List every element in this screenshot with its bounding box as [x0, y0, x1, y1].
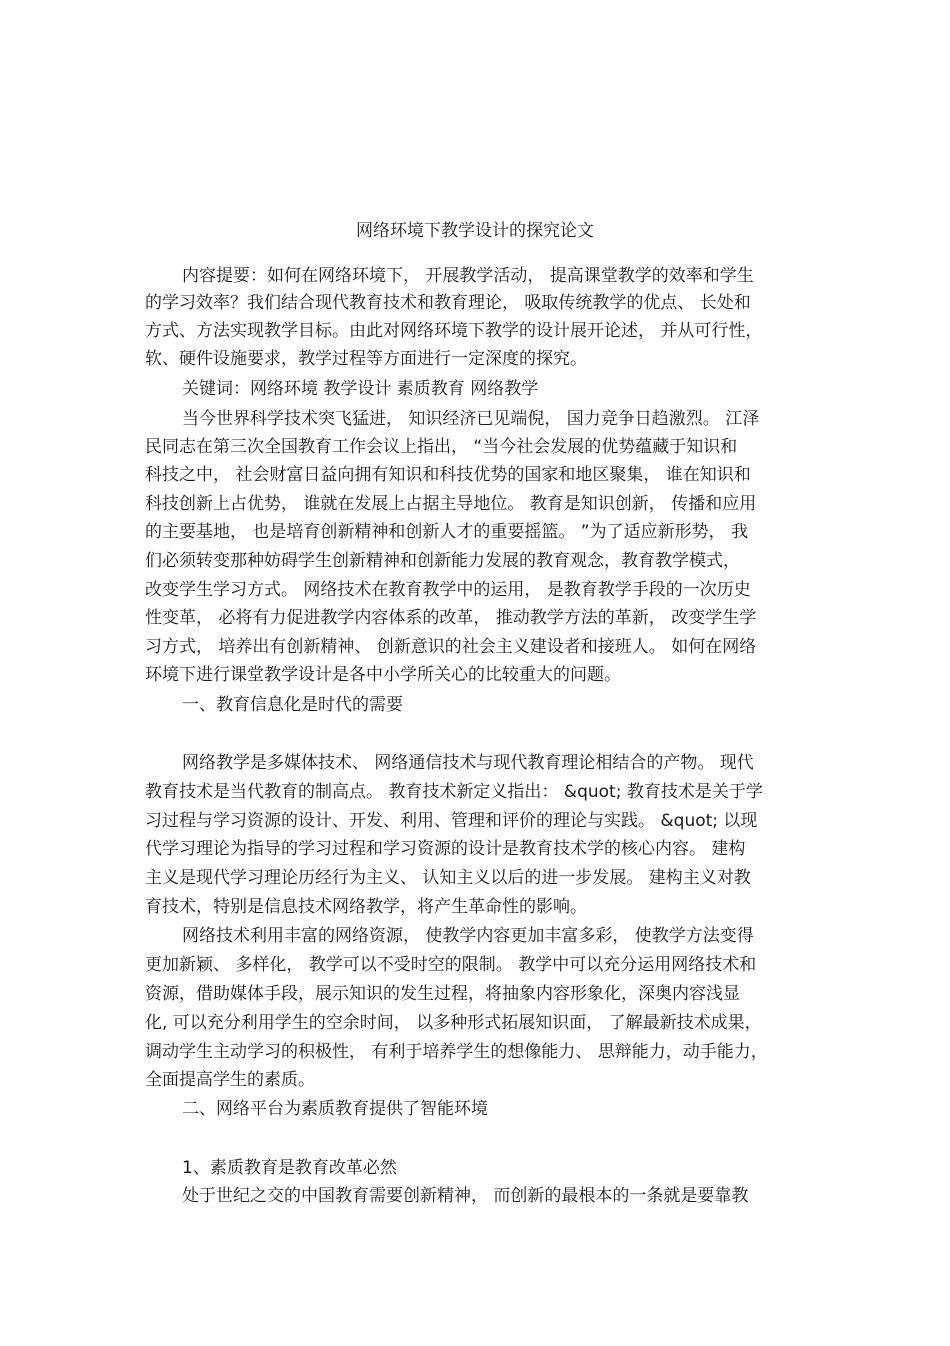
body-line: 育技术，特别是信息技术网络教学，将产生革命性的影响。	[145, 897, 587, 917]
body-line: 当今世界科学技术突飞猛进， 知识经济已见端倪， 国力竞争日趋激烈。 江泽	[182, 409, 760, 429]
body-line: 主义是现代学习理论历经行为主义、 认知主义以后的进一步发展。 建构主义对教	[145, 868, 751, 888]
body-line: 改变学生学习方式。 网络技术在教育教学中的运用， 是教育教学手段的一次历史	[145, 580, 751, 600]
body-line: 网络技术利用丰富的网络资源， 使教学内容更加丰富多彩， 使教学方法变得	[182, 926, 754, 946]
body-line: 环境下进行课堂教学设计是各中小学所关心的比较重大的问题。	[145, 665, 621, 685]
abstract-line: 内容提要：如何在网络环境下， 开展教学活动， 提高课堂教学的效率和学生	[182, 266, 754, 286]
keywords-line: 关键词：网络环境 教学设计 素质教育 网络教学	[182, 379, 539, 399]
abstract-line: 软、硬件设施要求，教学过程等方面进行一定深度的探究。	[145, 349, 587, 369]
body-line: 习过程与学习资源的设计、开发、利用、管理和评价的理论与实践。 &quot; 以现	[145, 811, 758, 831]
body-line: 网络教学是多媒体技术、 网络通信技术与现代教育理论相结合的产物。 现代	[182, 753, 754, 773]
body-line: 习方式， 培养出有创新精神、 创新意识的社会主义建设者和接班人。 如何在网络	[145, 637, 757, 657]
abstract-line: 的学习效率？我们结合现代教育技术和教育理论， 吸取传统教学的优点、 长处和	[145, 293, 751, 313]
document-title: 网络环境下教学设计的探究论文	[356, 221, 594, 241]
body-line: 科技之中， 社会财富日益向拥有知识和科技优势的国家和地区聚集， 谁在知识和	[145, 465, 751, 485]
body-line: 资源，借助媒体手段，展示知识的发生过程，将抽象内容形象化，深奥内容浅显	[145, 984, 740, 1004]
subsection-heading: 1、素质教育是教育改革必然	[182, 1158, 397, 1178]
body-line: 更加新颖、 多样化， 教学可以不受时空的限制。 教学中可以充分运用网络技术和	[145, 955, 757, 975]
body-line: 调动学生主动学习的积极性， 有利于培养学生的想像能力、 思辩能力，动手能力，	[145, 1042, 768, 1062]
section-heading: 一、教育信息化是时代的需要	[182, 695, 403, 715]
body-line: 全面提高学生的素质。	[145, 1070, 315, 1090]
abstract-line: 方式、方法实现教学目标。由此对网络环境下教学的设计展开论述， 并从可行性，	[145, 321, 763, 341]
body-line: 的主要基地， 也是培育创新精神和创新人才的重要摇篮。 ”为了适应新形势， 我	[145, 522, 749, 542]
body-line: 处于世纪之交的中国教育需要创新精神， 而创新的最根本的一条就是要靠教	[182, 1186, 749, 1206]
body-line: 性变革， 必将有力促进教学内容体系的改革， 推动教学方法的革新， 改变学生学	[145, 608, 757, 628]
body-line: 代学习理论为指导的学习过程和学习资源的设计是教育技术学的核心内容。 建构	[145, 839, 746, 859]
body-line: 科技创新上占优势， 谁就在发展上占据主导地位。 教育是知识创新， 传播和应用	[145, 494, 757, 514]
body-line: 教育技术是当代教育的制高点。 教育技术新定义指出： &quot; 教育技术是关于学	[145, 782, 763, 802]
body-line: 化, 可以充分利用学生的空余时间， 以多种形式拓展知识面， 了解最新技术成果，	[145, 1013, 762, 1033]
section-heading: 二、网络平台为素质教育提供了智能环境	[182, 1099, 488, 1119]
body-line: 们必须转变那种妨碍学生创新精神和创新能力发展的教育观念，教育教学模式，	[145, 551, 740, 571]
body-line: 民同志在第三次全国教育工作会议上指出， “当今社会发展的优势蕴藏于知识和	[145, 437, 738, 457]
